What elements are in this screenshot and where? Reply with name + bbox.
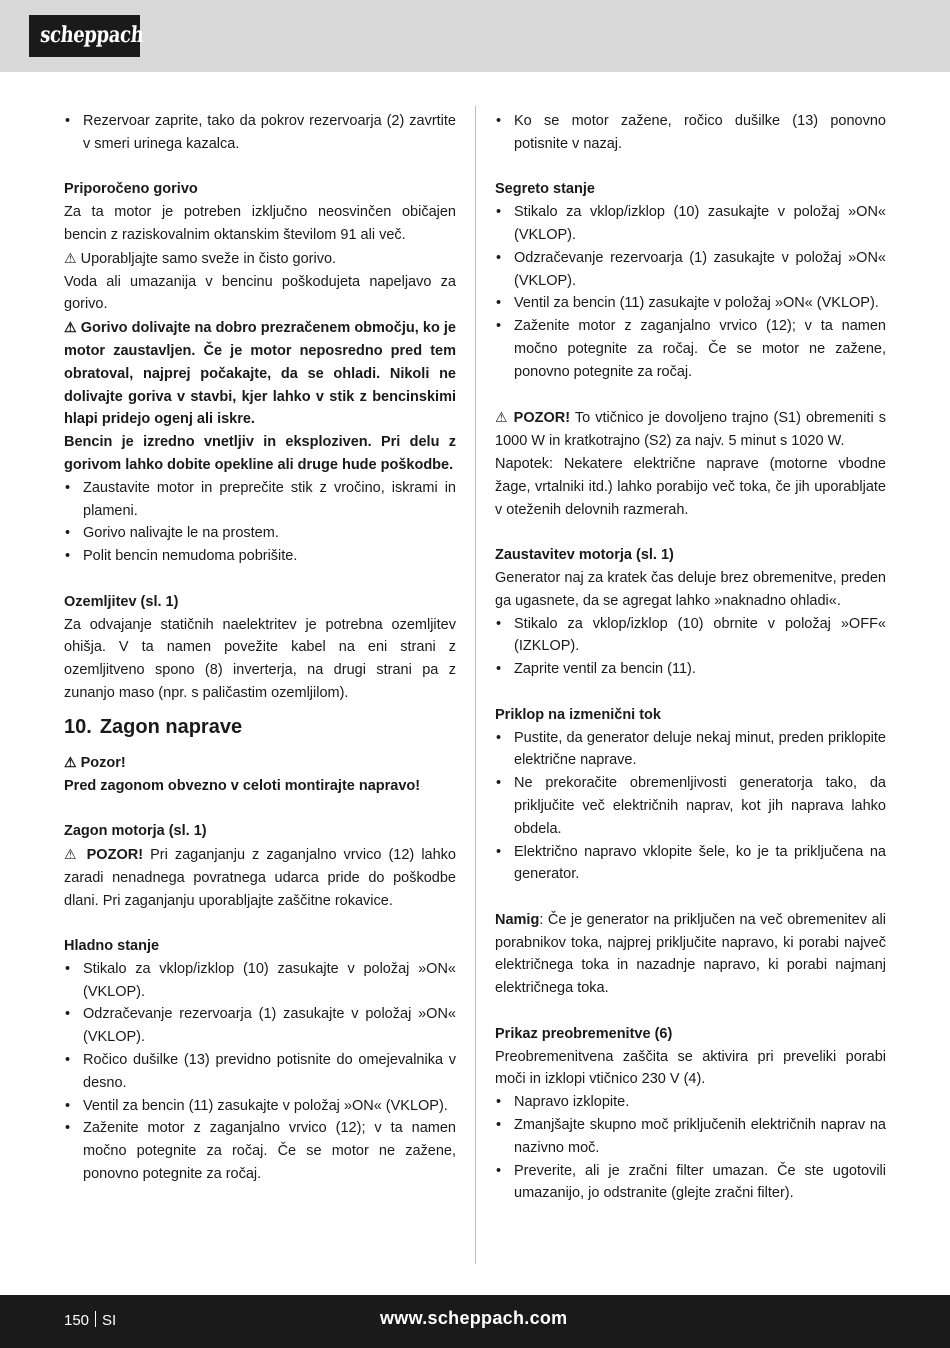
- list-item: • Zaustavite motor in preprečite stik z vročino, iskrami in plameni.: [64, 477, 456, 523]
- list-item: • Zaprite ventil za bencin (11).: [495, 658, 886, 681]
- bullet-list: [64, 110, 456, 156]
- list-item: • Stikalo za vklop/izklop (10) obrnite v položaj »OFF« (IZKLOP).: [495, 613, 886, 659]
- list-item: • Preverite, ali je zračni filter umazan. Če ste ugotovili umazanijo, jo odstranite (glejte zračni filter).: [495, 1160, 886, 1206]
- bullet-list: [64, 958, 456, 1186]
- page-number: 150 SI: [64, 1312, 117, 1329]
- heading-cold-state: Hladno stanje: [64, 938, 160, 955]
- scheppach-logo: scheppach: [29, 15, 140, 57]
- list-item: • Stikalo za vklop/izklop (10) zasukajte v položaj »ON« (VKLOP).: [64, 958, 456, 1004]
- heading-start-motor: Zagon motorja (sl. 1): [64, 823, 207, 840]
- list-item: • Zaženite motor z zaganjalno vrvico (12); v ta namen močno potegnite za ročaj. Če se motor ne zažene, ponovno potegnite za ročaj.: [64, 1117, 456, 1185]
- list-item: • Ko se motor zažene, ročico dušilke (13) ponovno potisnite v nazaj.: [495, 110, 886, 156]
- paragraph: Preobremenitvena zaščita se aktivira pri preveliki porabi moči in izklopi vtičnico 230 V (4).: [495, 1048, 886, 1088]
- paragraph-bold: Bencin je izredno vnetljiv in eksploziven. Pri delu z gorivom lahko dobite opekline ali druge hude poškodbe.: [64, 434, 456, 473]
- left-column: [64, 110, 456, 1186]
- list-item: • Ventil za bencin (11) zasukajte v položaj »ON« (VKLOP).: [64, 1095, 456, 1118]
- bullet-list: [64, 477, 456, 568]
- list-item: • Pustite, da generator deluje nekaj minut, preden priklopite električne naprave.: [495, 727, 886, 773]
- warning-title: ⚠ Pozor!: [64, 753, 126, 771]
- bullet-list: [495, 201, 886, 383]
- paragraph: ⚠ POZOR! Pri zaganjanju z zaganjalno vrvico (12) lahko zaradi nenadnega povratnega udarca pride do poškodbe dlani. Pri zaganjanju uporabljajte zaščitne rokavice.: [64, 845, 456, 909]
- heading-grounding: Ozemljitev (sl. 1): [64, 593, 179, 610]
- section-title: 10. Zagon naprave: [64, 715, 243, 738]
- list-item: • Ne prekoračite obremenljivosti generatorja tako, da priključite več električnih naprav, kot jih naprava lahko obdela.: [495, 772, 886, 840]
- paragraph: Voda ali umazanija v bencinu poškodujeta napeljavo za gorivo.: [64, 273, 456, 313]
- bullet-list: [495, 727, 886, 887]
- list-item: • Gorivo nalivajte le na prostem.: [64, 522, 456, 545]
- heading-stop-motor: Zaustavitev motorja (sl. 1): [495, 547, 674, 564]
- footer-bar: [0, 1295, 950, 1348]
- list-item: • Ventil za bencin (11) zasukajte v položaj »ON« (VKLOP).: [495, 292, 886, 315]
- separator: [95, 1311, 96, 1327]
- warning-triangle-icon: ⚠: [64, 319, 77, 336]
- list-item: • Zmanjšajte skupno moč priključenih električnih naprav na nazivno moč.: [495, 1114, 886, 1160]
- list-item: • Rezervoar zaprite, tako da pokrov rezervoarja (2) zavrtite v smeri urinega kazalca.: [64, 110, 456, 156]
- paragraph-note: Napotek: Nekatere električne naprave (motorne vbodne žage, vrtalniki itd.) lahko porabijo več toka, če jih uporabljate v oteženih delovnih razmerah.: [495, 455, 886, 518]
- heading-ac-connection: Priklop na izmenični tok: [495, 706, 661, 723]
- list-item: • Odzračevanje rezervoarja (1) zasukajte v položaj »ON« (VKLOP).: [64, 1003, 456, 1049]
- bullet-list: [495, 1091, 886, 1205]
- list-item: • Stikalo za vklop/izklop (10) zasukajte v položaj »ON« (VKLOP).: [495, 201, 886, 247]
- paragraph-bold: ⚠ Gorivo dolivajte na dobro prezračenem območju, ko je motor zaustavljen. Če je motor neposredno pred tem obratoval, najprej počakajte, da se ohladi. Nikoli ne dolivajte goriva v stavbi, kjer lahko v stik z bencinskimi hlapi pridejo ogenj ali iskre.: [64, 319, 457, 428]
- right-column: [495, 110, 886, 1205]
- warning-triangle-icon: ⚠: [64, 845, 80, 862]
- paragraph: Za ta motor je potreben izključno neosvinčen običajen bencin z raziskovalnim oktanskim številom 91 ali več.: [64, 204, 456, 243]
- heading-overload: Prikaz preobremenitve (6): [495, 1025, 673, 1042]
- paragraph: ⚠ Uporabljajte samo sveže in čisto gorivo.: [64, 249, 337, 267]
- warning-triangle-icon: ⚠: [64, 249, 77, 266]
- list-item: • Električno napravo vklopite šele, ko je ta priključena na generator.: [495, 841, 886, 887]
- bullet-list: [495, 110, 886, 156]
- paragraph: ⚠ POZOR! To vtičnico je dovoljeno trajno (S1) obremeniti s 1000 W in kratkotrajno (S2) za najv. 5 minut s 1020 W.: [495, 409, 886, 450]
- warning-triangle-icon: ⚠: [495, 409, 509, 426]
- warning-text: Pred zagonom obvezno v celoti montirajte napravo!: [64, 777, 421, 794]
- list-item: • Odzračevanje rezervoarja (1) zasukajte v položaj »ON« (VKLOP).: [495, 247, 886, 293]
- heading-warm-state: Segreto stanje: [495, 181, 595, 198]
- paragraph-tip: Namig: Če je generator na priključen na več obremenitev ali porabnikov toka, najprej priključite napravo, ki porabi največ električnega toka in nazadnje napravo, ki porabi najmanj električnega toka.: [495, 911, 886, 997]
- list-item: • Napravo izklopite.: [495, 1091, 886, 1114]
- warning-triangle-icon: ⚠: [64, 753, 77, 770]
- top-bar: [0, 0, 950, 72]
- column-divider: [475, 106, 476, 1264]
- paragraph: Za odvajanje statičnih naelektritev je potrebna ozemljitev ohišja. V ta namen povežite kabel na eni strani z ozemljitveno spono (8) inverterja, na drugi strani pa z zunanjo maso (npr. s paličastim ozemljilom).: [64, 616, 456, 701]
- bullet-list: [495, 613, 886, 681]
- heading-recommended-fuel: Priporočeno gorivo: [64, 181, 198, 198]
- list-item: • Ročico dušilke (13) previdno potisnite do omejevalnika v desno.: [64, 1049, 456, 1095]
- list-item: • Polit bencin nemudoma pobrišite.: [64, 545, 456, 568]
- paragraph: Generator naj za kratek čas deluje brez obremenitve, preden ga ugasnete, da se agregat lahko »naknadno ohladi«.: [495, 569, 886, 609]
- website-url: www.scheppach.com: [380, 1308, 568, 1328]
- list-item: • Zaženite motor z zaganjalno vrvico (12); v ta namen močno potegnite za ročaj. Če se motor ne zažene, ponovno potegnite za ročaj.: [495, 315, 886, 383]
